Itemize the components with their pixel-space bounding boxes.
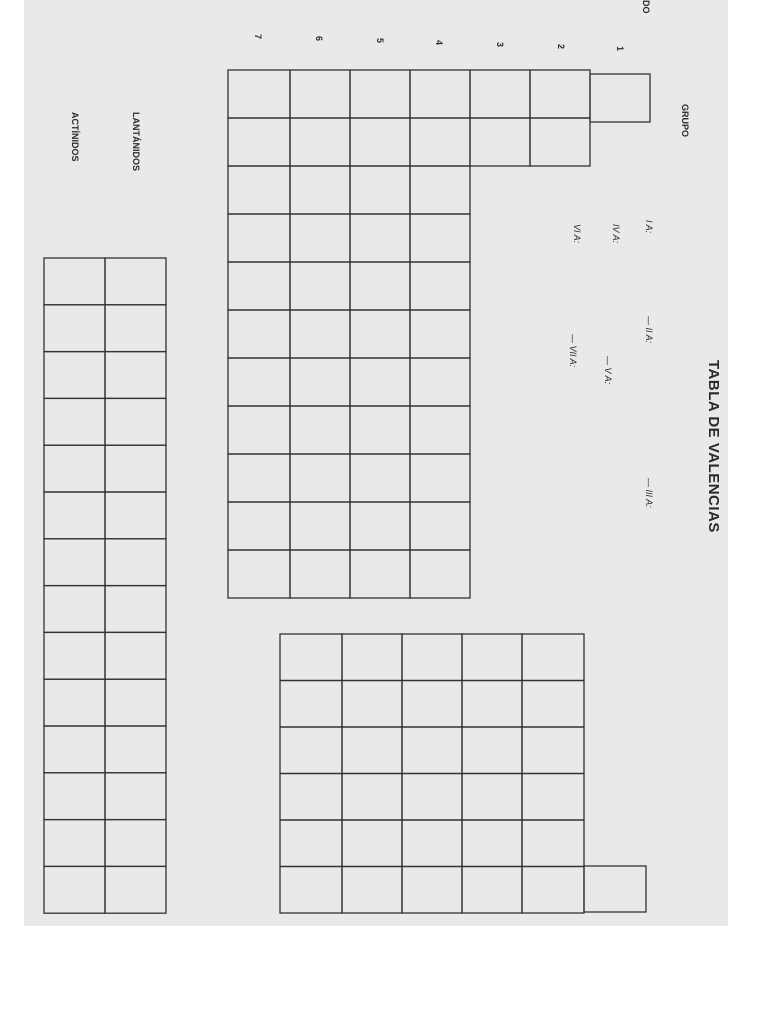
element-cell [522,634,584,681]
element-cell [410,406,470,454]
element-cell [228,358,290,406]
element-cell [522,774,584,821]
element-cell [410,550,470,598]
period-number-7: 7 [253,34,263,40]
actinide-cell [44,866,105,913]
actinide-cell [44,305,105,352]
element-cell [462,681,522,728]
element-cell [228,310,290,358]
valence-va: — V A: [603,356,613,385]
element-cell [290,214,350,262]
lanthanide-cell [105,398,166,445]
lantanidos-label: LANTÁNIDOS [131,112,141,171]
element-cell [530,70,590,118]
lanthanide-cell [105,632,166,679]
element-cell [228,70,290,118]
lanthanide-cell [105,586,166,633]
actinide-cell [44,726,105,773]
element-cell [350,310,410,358]
element-cell [342,867,402,914]
actinide-cell [44,586,105,633]
valence-ia: I A: [644,220,654,234]
element-cell [410,310,470,358]
lanthanide-cell [105,820,166,867]
element-cell [228,214,290,262]
actinide-cell [44,445,105,492]
valence-iiia: — III A: [644,478,654,508]
element-cell [342,681,402,728]
element-cell [290,550,350,598]
valence-iia: — II A: [644,316,654,344]
element-cell [410,118,470,166]
grupo-label: GRUPO [680,104,690,138]
valence-iva: IV A: [611,224,621,244]
element-cell [280,681,342,728]
period-number-3: 3 [495,42,505,48]
element-cell [462,820,522,867]
element-cell [228,406,290,454]
element-cell [522,681,584,728]
element-cell [402,634,462,681]
element-cell [470,70,530,118]
element-cell [402,727,462,774]
element-cell [228,262,290,310]
element-cell [410,70,470,118]
element-cell [350,262,410,310]
element-cell [522,727,584,774]
element-cell [342,727,402,774]
element-cell [522,867,584,914]
element-cell [402,681,462,728]
element-cell [228,502,290,550]
element-cell [280,774,342,821]
element-cell [228,166,290,214]
element-cell [342,634,402,681]
element-cell [402,867,462,914]
element-cell [228,454,290,502]
element-cell [410,262,470,310]
actinide-cell [44,820,105,867]
element-cell [350,406,410,454]
element-cell [402,774,462,821]
element-cell [228,550,290,598]
actinide-cell [44,773,105,820]
page-title: TABLA DE VALENCIAS [705,360,722,533]
actinidos-label: ACTÍNIDOS [70,112,80,162]
element-cell [584,866,646,912]
element-cell [290,118,350,166]
element-cell [522,820,584,867]
element-cell [402,820,462,867]
element-cell [462,634,522,681]
element-cell [290,454,350,502]
element-cell [530,118,590,166]
element-cell [280,867,342,914]
lanthanide-cell [105,679,166,726]
period-number-2: 2 [556,44,566,50]
element-cell [462,727,522,774]
element-cell [462,867,522,914]
actinide-cell [44,258,105,305]
valence-viia: — VII A: [568,334,578,368]
actinide-cell [44,679,105,726]
element-cell [290,70,350,118]
actinide-cell [44,492,105,539]
element-cell [290,502,350,550]
element-cell [462,774,522,821]
element-cell [410,214,470,262]
element-cell [590,74,650,122]
element-cell [350,166,410,214]
period-number-5: 5 [375,38,385,44]
element-cell [410,454,470,502]
element-cell [342,774,402,821]
actinide-cell [44,398,105,445]
lanthanide-cell [105,445,166,492]
element-cell [290,166,350,214]
lanthanide-cell [105,866,166,913]
lanthanide-cell [105,539,166,586]
period-number-6: 6 [314,36,324,42]
element-cell [350,454,410,502]
lanthanide-cell [105,258,166,305]
element-cell [470,118,530,166]
element-cell [290,358,350,406]
element-cell [280,820,342,867]
actinide-cell [44,539,105,586]
element-cell [342,820,402,867]
element-cell [280,634,342,681]
element-cell [350,502,410,550]
element-cell [350,70,410,118]
element-cell [350,550,410,598]
element-cell [228,118,290,166]
element-cell [410,502,470,550]
actinide-cell [44,632,105,679]
element-cell [350,358,410,406]
lanthanide-cell [105,305,166,352]
lanthanide-cell [105,726,166,773]
period-number-4: 4 [434,40,444,46]
valence-via: VI A: [572,224,582,244]
period-number-1: 1 [615,46,625,52]
element-cell [350,214,410,262]
element-cell [290,310,350,358]
element-cell [350,118,410,166]
periodo-label: DO [641,0,651,14]
element-cell [280,727,342,774]
lanthanide-cell [105,773,166,820]
actinide-cell [44,352,105,399]
element-cell [410,358,470,406]
element-cell [410,166,470,214]
element-cell [290,262,350,310]
lanthanide-cell [105,492,166,539]
element-cell [290,406,350,454]
lanthanide-cell [105,352,166,399]
